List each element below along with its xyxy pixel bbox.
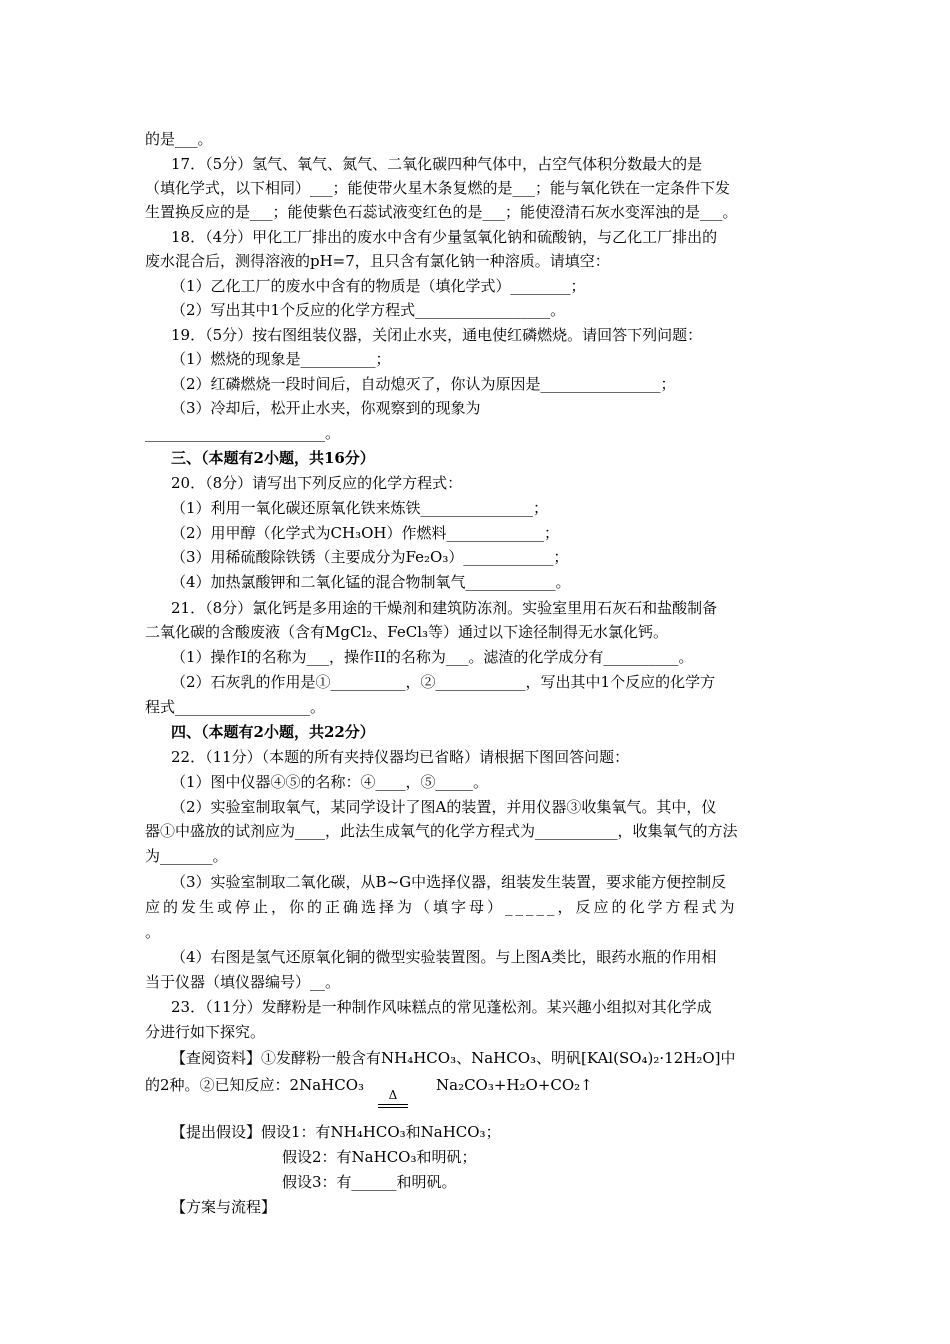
q22-part-3-end: 。 [145, 923, 161, 941]
q19-part-1: （1）燃烧的现象是__________； [171, 350, 391, 368]
q22-line-1: 22．（11分）（本题的所有夹持仪器均已省略）请根据下图回答问题： [171, 748, 630, 766]
text-line: 的是___。 [145, 130, 213, 148]
q17-line-2: （填化学式，以下相同）___；能使带火星木条复燃的是___；能与氧化铁在一定条件下发 [145, 179, 731, 197]
q22-part-4-cont: 当于仪器（填仪器编号）__。 [145, 973, 341, 991]
q21-part-2-cont: 程式__________________。 [145, 698, 326, 716]
q19-line-1: 19．（5分）按右图组装仪器，关闭止水夹，通电使红磷燃烧。请回答下列问题： [171, 326, 703, 344]
q21-part-1: （1）操作I的名称为___，操作II的名称为___。滤渣的化学成分有__________。 [171, 648, 694, 666]
q23-reference: 【查阅资料】①发酵粉一般含有NH₄HCO₃、NaHCO₃、明矾[KAl(SO₄)₂·12H₂O]中 [171, 1049, 736, 1067]
q23-line-1: 23．（11分）发酵粉是一种制作风味糕点的常见蓬松剂。某兴趣小组拟对其化学成 [171, 998, 712, 1016]
q17-line-3: 生置换反应的是___；能使紫色石蕊试液变红色的是___；能使澄清石灰水变浑浊的是___。 [145, 203, 738, 221]
q23-hypothesis-1: 【提出假设】假设1：有NH₄HCO₃和NaHCO₃； [171, 1123, 501, 1141]
q20-part-2: （2）用甲醇（化学式为CH₃OH）作燃料_____________； [171, 524, 559, 542]
q21-line-2: 二氧化碳的含酸废液（含有MgCl₂、FeCl₃等）通过以下途径制得无水氯化钙。 [145, 623, 669, 641]
q22-part-3: （3）实验室制取二氧化碳，从B~G中选择仪器，组装发生装置，要求能方便控制反 [171, 873, 727, 891]
q23-plan-heading: 【方案与流程】 [171, 1198, 277, 1216]
q22-part-2-cont: 器①中盛放的试剂应为____，此法生成氧气的化学方程式为___________，收集氧气的方法 [145, 822, 738, 840]
q20-part-3: （3）用稀硫酸除铁锈（主要成分为Fe₂O₃）____________； [171, 548, 569, 566]
heat-condition-sign [378, 1088, 408, 1108]
q22-part-1: （1）图中仪器④⑤的名称：④____，⑤_____。 [171, 773, 489, 791]
q23-line-2: 分进行如下探究。 [145, 1023, 266, 1041]
q20-part-4: （4）加热氯酸钾和二氧化锰的混合物制氧气____________。 [171, 573, 571, 591]
q22-part-2-end: 为_______。 [145, 847, 228, 865]
q22-part-3-cont: 应的发生或停止，你的正确选择为（填字母）_____，反应的化学方程式为 [145, 898, 738, 916]
delta-symbol: Δ [388, 1088, 398, 1102]
q18-line-2: 废水混合后，测得溶液的pH=7，且只含有氯化钠一种溶质。请填空： [145, 252, 610, 270]
q17-line-1: 17．（5分）氢气、氧气、氮气、二氧化碳四种气体中，占空气体积分数最大的是 [171, 155, 703, 173]
q23-reaction-right: Na₂CO₃+H₂O+CO₂↑ [436, 1076, 593, 1094]
q18-part-1: （1）乙化工厂的废水中含有的物质是（填化学式）________； [171, 277, 586, 295]
section-3-heading: 三、（本题有2小题，共16分） [171, 449, 375, 467]
q20-part-1: （1）利用一氧化碳还原氧化铁来炼铁_______________； [171, 499, 549, 517]
section-4-heading: 四、（本题有2小题，共22分） [171, 723, 375, 741]
q21-part-2: （2）石灰乳的作用是①__________，②____________，写出其中1个反应的化学方 [171, 673, 716, 691]
q22-part-2: （2）实验室制取氧气，某同学设计了图A的装置，并用仪器③收集氧气。其中，仪 [171, 798, 717, 816]
q18-part-2: （2）写出其中1个反应的化学方程式__________________。 [171, 301, 566, 319]
q19-part-3-answer: ________________________。 [145, 424, 341, 442]
q18-line-1: 18．（4分）甲化工厂排出的废水中含有少量氢氧化钠和硫酸钠，与乙化工厂排出的 [171, 228, 718, 246]
q20-line-1: 20．（8分）请写出下列反应的化学方程式： [171, 474, 463, 492]
q21-line-1: 21．（8分）氯化钙是多用途的干燥剂和建筑防冻剂。实验室里用石灰石和盐酸制备 [171, 599, 718, 617]
q19-part-2: （2）红磷燃烧一段时间后，自动熄灭了，你认为原因是________________； [171, 375, 676, 393]
q19-part-3: （3）冷却后，松开止水夹，你观察到的现象为 [171, 399, 481, 417]
q23-reaction-left: 的2种。②已知反应：2NaHCO₃ [145, 1076, 365, 1094]
q22-part-4: （4）右图是氢气还原氧化铜的微型实验装置图。与上图A类比，眼药水瓶的作用相 [171, 948, 717, 966]
q23-hypothesis-2: 假设2：有NaHCO₃和明矾； [282, 1148, 477, 1166]
q23-hypothesis-3: 假设3：有______和明矾。 [282, 1173, 457, 1191]
